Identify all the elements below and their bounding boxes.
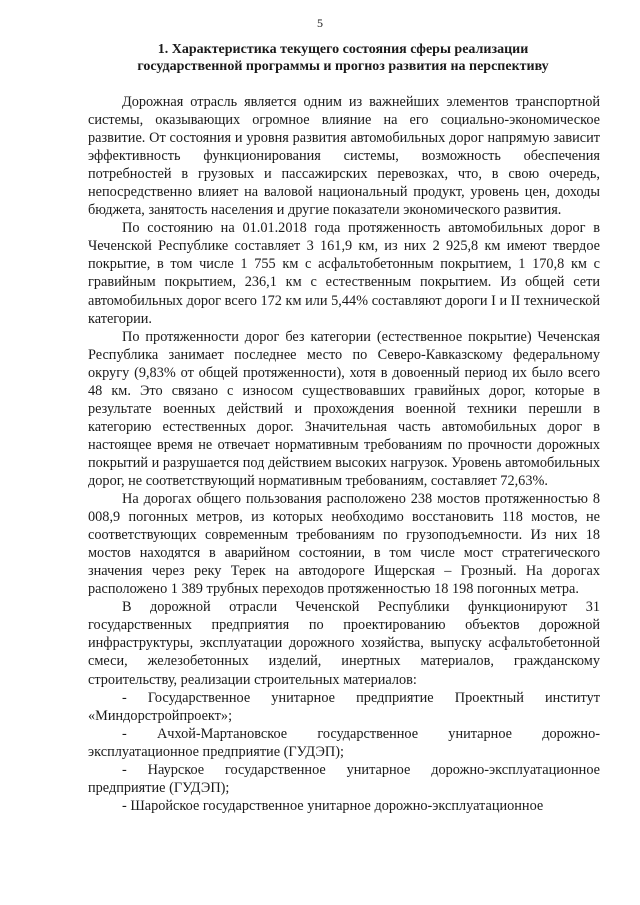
paragraph-road-sector: Дорожная отрасль является одним из важнейших элементов транспортной системы, оказывающих огромное влияние на его социально-экономическое развитие. От состояния и уровня развития автомобильных дорог напрямую зависит эффективность функционирования системы, возможность обеспечения потребностей в грузовых и пассажирских перевозках, что, в свою очередь, непосредственно влияет на валовой национальный продукт, уровень цен, доходы бюджета, занятость населения и другие показатели экономического развития. (88, 94, 600, 219)
paragraph-bridges: На дорогах общего пользования расположено 238 мостов протяженностью 8 008,9 погонных метров, из которых необходимо восстановить 118 мостов, не соответствующих современным требованиям по грузоподъемности. Из них 18 мостов находятся в аварийном состоянии, в том числе мост стратегического значения через реку Терек на автодороге Ищерская – Грозный. На дорогах расположено 1 389 трубных переходов протяженностью 18 198 погонных метра. (88, 491, 600, 598)
paragraph-enterprises: В дорожной отрасли Чеченской Республики функционируют 31 государственных предприятия по проектированию объектов дорожной инфраструктуры, эксплуатации дорожного хозяйства, выпуску асфальтобетонной смеси, железобетонных изделий, инертных материалов, гражданскому строительству, реализации строительных материалов: (88, 599, 600, 688)
section-heading-line-2: государственной программы и прогноз развития на перспективу (137, 59, 549, 74)
section-heading (88, 41, 598, 75)
paragraph-uncategorized-roads: По протяженности дорог без категории (естественное покрытие) Чеченская Республика занимает последнее место по Северо-Кавказскому федеральному округу (9,83% от общей протяженности), хотя в довоенный период их было всего 48 км. Это связано с износом существовавших гравийных дорог, которые в результате военных действий и прохождения военной техники перешли в категорию естественных дорог. Значительная часть автомобильных дорог в настоящее время не отвечает нормативным требованиям по прочности дорожных покрытий и разрушается под действием высоких нагрузок. Уровень автомобильных дорог, не соответствующий нормативным требованиям, составляет 72,63%. (88, 328, 600, 489)
list-item: - Государственное унитарное предприятие Проектный институт «Миндорстройпроект»; (88, 689, 600, 724)
list-item: - Шаройское государственное унитарное дорожно-эксплуатационное (122, 797, 544, 814)
paragraph-road-length: По состоянию на 01.01.2018 года протяженность автомобильных дорог в Чеченской Республике составляет 3 161,9 км, из них 2 925,8 км имеют твердое покрытие, в том числе 1 755 км с асфальтобетонным покрытием, 1 170,8 км с гравийным покрытием, 236,1 км с естественным покрытием. Из общей сети автомобильных дорог всего 172 км или 5,44% составляют дороги I и II технической категории. (88, 220, 600, 327)
list-item: - Ачхой-Мартановское государственное унитарное дорожно-эксплуатационное предприятие (ГУДЭП); (88, 725, 600, 760)
document-body (88, 93, 600, 815)
list-item: - Наурское государственное унитарное дорожно-эксплуатационное предприятие (ГУДЭП); (88, 761, 600, 796)
page-number: 5 (317, 16, 323, 30)
section-heading-line-1: 1. Характеристика текущего состояния сферы реализации (157, 42, 529, 57)
